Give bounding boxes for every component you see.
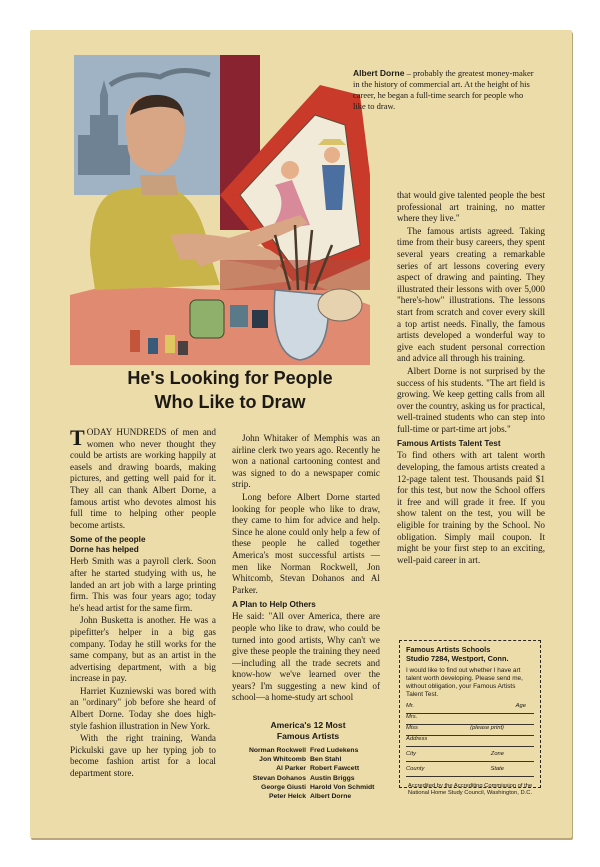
table-row xyxy=(230,792,386,801)
artist-name: Peter Helck xyxy=(268,793,306,801)
column-1 xyxy=(70,427,216,781)
section-heading-helped xyxy=(70,535,216,555)
artist-name: George Giusti xyxy=(261,783,306,791)
artists-table xyxy=(230,746,386,801)
illustration-caption xyxy=(353,68,535,112)
section-heading-plan: A Plan to Help Others xyxy=(232,600,316,610)
paragraph: John Whitaker of Memphis was an airline clerk two years ago. Recently he won a national cartooning contest and was signed to do a newspaper comic strip. xyxy=(232,433,380,490)
miss-field[interactable] xyxy=(406,725,534,736)
miss-label: Miss xyxy=(406,725,418,731)
artist-name: Ben Stahl xyxy=(310,756,342,764)
headline-line-2: Who Like to Draw xyxy=(154,392,306,412)
artist-name: Austin Briggs xyxy=(310,774,355,782)
paragraph: that would give talented people the best professional art training, no matter where they live." xyxy=(397,190,545,224)
caption-text: – probably the greatest money-maker in the history of commercial art. At the height of his career, he began a full-time search for people who like to draw. xyxy=(353,68,534,111)
county-field[interactable] xyxy=(406,766,534,777)
artist-name: Norman Rockwell xyxy=(248,747,306,754)
artist-name: Stevan Dohanos xyxy=(252,774,306,782)
paragraph: Long before Albert Dorne started looking for people who like to draw, they came to him for advice and help. Since he alone could only help a few of these people he called together America's most successful artists — men like Norman Rockwell, Jon Whitcomb, Stevan Dohanos and Al Parker. xyxy=(232,491,380,595)
headline-line-1: He's Looking for People xyxy=(127,368,333,388)
city-field[interactable] xyxy=(406,751,534,762)
intro-paragraph xyxy=(70,427,216,531)
table-row xyxy=(230,746,386,755)
table-row xyxy=(230,764,386,773)
heading-line: Some of the people xyxy=(70,535,146,545)
caption-name: Albert Dorne xyxy=(353,68,405,78)
paragraph: With the right training, Wanda Pickulski gave up her typing job to become fashion artist for a local department store. xyxy=(70,733,216,779)
table-row xyxy=(230,783,386,792)
headline xyxy=(60,366,400,414)
heading-line: Dorne has helped xyxy=(70,545,139,555)
city-label: City xyxy=(406,751,416,757)
section-heading-talent-test: Famous Artists Talent Test xyxy=(397,439,501,449)
column-3 xyxy=(397,190,545,567)
address-field[interactable] xyxy=(406,736,534,747)
accreditation-note: Accredited by the Accrediting Commission of the National Home Study Council, Washington, D.C. xyxy=(407,783,533,796)
zone-label: Zone xyxy=(490,751,504,757)
coupon-body: I would like to find out whether I have art talent worth developing. Please send me, without obligation, your Famous Artists Talent Test. xyxy=(406,667,523,698)
artist-name: Robert Fawcett xyxy=(310,765,360,773)
artists-title xyxy=(230,720,386,742)
address-label: Address xyxy=(406,736,428,742)
mail-coupon[interactable] xyxy=(399,640,541,796)
artists-title-line: Famous Artists xyxy=(276,731,340,741)
county-label: County xyxy=(406,766,425,772)
name-field[interactable] xyxy=(406,703,534,714)
artist-name: Harold Von Schmidt xyxy=(310,783,375,791)
paragraph: The famous artists agreed. Taking time from their busy careers, they spent several years creating a remarkable series of art lessons covering every aspect of drawing and painting. They illustrated their lessons with over 5,000 "here's-how" illustrations. The lessons start from scratch and cover every skill a top artist needs. Finally, the famous artists developed a wonderful way to give each student personal correction and advice all through his training. xyxy=(397,225,545,364)
table-row xyxy=(230,755,386,764)
age-label: Age xyxy=(515,703,526,709)
print-note: (please print) xyxy=(470,725,504,731)
paragraph: Harriet Kuzniewski was bored with an "ordinary" job before she heard of Albert Dorne. Today she does high-style fashion illustration in New York. xyxy=(70,685,216,731)
coupon-header xyxy=(406,645,534,663)
column-2 xyxy=(232,433,380,705)
magazine-page xyxy=(30,30,572,838)
famous-artists-list xyxy=(230,720,386,801)
intro-text: ODAY HUNDREDS of men and women who never thought they could be artists are working happily at easels and drawing boards, making pictures, and getting well paid for it. They all can thank Albert Dorne, a famous artist who devotes almost his full time to helping other people become artists. xyxy=(70,427,216,530)
paragraph: He said: "All over America, there are people who like to draw, who could be turned into good artists, Why can't we give these people the training they need—including all the trade secrets and know-how we've learned over the years? I'm suggesting a new kind of school—a home-study art school xyxy=(232,611,380,703)
coupon-header-line: Studio 7284, Westport, Conn. xyxy=(406,654,509,663)
mrs-field[interactable] xyxy=(406,714,534,725)
paragraph: Albert Dorne is not surprised by the success of his students. "The art field is growing. We keep getting calls from all over the country, asking us for practical, well-trained students who can step into full-time or part-time art jobs." xyxy=(397,365,545,434)
table-row xyxy=(230,774,386,783)
paragraph: To find others with art talent worth developing, the famous artists created a 12-page talent test. Thousands paid $1 for this test, but now the School offers it free and will grade it free. If you show talent on the test, you will be eligible for training by the School. No obligation. Simply mail coupon. It might be your first step to an exciting, well-paid career in art. xyxy=(397,450,545,565)
mrs-label: Mrs. xyxy=(406,714,418,720)
artist-illustration xyxy=(70,55,370,365)
drop-cap: T xyxy=(70,425,85,450)
coupon-header-line: Famous Artists Schools xyxy=(406,645,491,654)
state-label: State xyxy=(490,766,504,772)
artist-name: Fred Ludekens xyxy=(310,747,359,754)
artist-name: Jon Whitcomb xyxy=(259,756,306,764)
artist-name: Al Parker xyxy=(276,765,306,773)
artist-name: Albert Dorne xyxy=(310,793,352,801)
paragraph: John Busketta is another. He was a pipefitter's helper in a big gas company. Today he still works for the same company, but as an artist in the advertising department, with a big increase in pay. xyxy=(70,615,216,684)
artists-title-line: America's 12 Most xyxy=(270,720,346,730)
paragraph: Herb Smith was a payroll clerk. Soon after he started studying with us, he landed an art job with a large printing firm. This was four years ago; today he's head artist for the same firm. xyxy=(70,556,216,613)
mr-label: Mr. xyxy=(406,703,415,709)
